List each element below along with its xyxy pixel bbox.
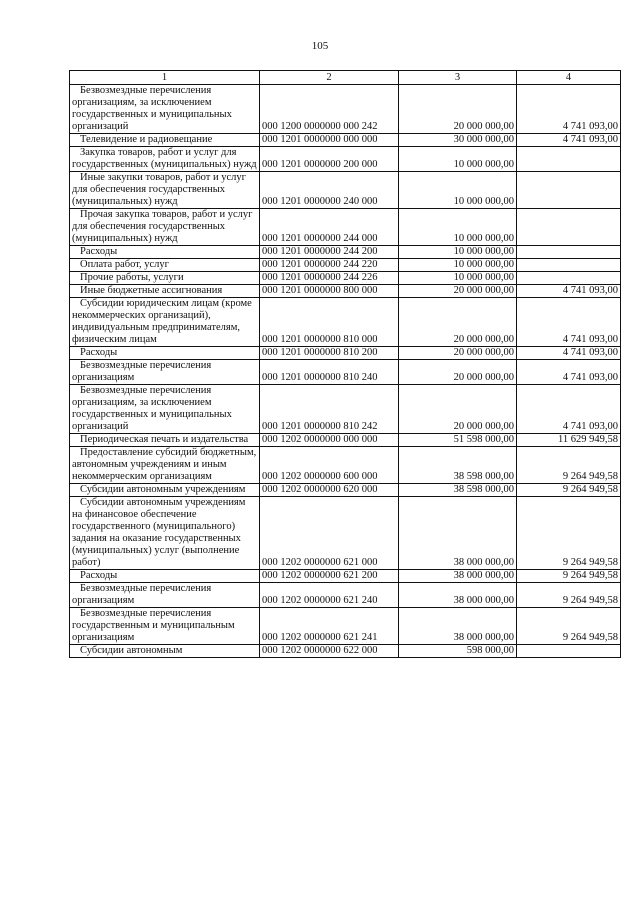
table-row [70, 434, 621, 447]
row-plan-amount-cell: 10 000 000,00 [399, 172, 517, 209]
table-header-row [70, 71, 621, 85]
row-plan-amount-cell: 20 000 000,00 [399, 385, 517, 434]
row-code-cell: 000 1201 0000000 244 220 [260, 259, 399, 272]
row-name-cell [70, 172, 260, 209]
column-header-2: 2 [260, 71, 399, 85]
budget-table [69, 70, 621, 658]
row-name-text: Субсидии автономным учреждениям [80, 484, 246, 495]
row-name-text: Расходы [80, 570, 118, 581]
table-row [70, 209, 621, 246]
table-row [70, 447, 621, 484]
row-code-cell: 000 1201 0000000 244 226 [260, 272, 399, 285]
row-name-text: Безвозмездные перечисления организациям, за исключением государственных и муниципальных организаций [72, 385, 232, 432]
row-name-text: Иные бюджетные ассигнования [80, 285, 223, 296]
row-actual-amount-cell: 9 264 949,58 [517, 447, 621, 484]
row-code-cell: 000 1201 0000000 810 000 [260, 298, 399, 347]
table-row [70, 246, 621, 259]
row-name-text: Прочая закупка товаров, работ и услуг для обеспечения государственных (муниципальных) нужд [72, 209, 253, 244]
row-actual-amount-cell [517, 246, 621, 259]
row-name-cell [70, 246, 260, 259]
row-actual-amount-cell [517, 272, 621, 285]
table-row [70, 570, 621, 583]
row-code-cell: 000 1202 0000000 000 000 [260, 434, 399, 447]
row-code-cell: 000 1201 0000000 810 200 [260, 347, 399, 360]
row-plan-amount-cell: 10 000 000,00 [399, 259, 517, 272]
row-plan-amount-cell: 20 000 000,00 [399, 285, 517, 298]
row-name-cell [70, 434, 260, 447]
row-code-cell: 000 1202 0000000 600 000 [260, 447, 399, 484]
row-name-cell [70, 608, 260, 645]
row-name-cell [70, 385, 260, 434]
row-name-cell [70, 209, 260, 246]
row-plan-amount-cell: 38 598 000,00 [399, 484, 517, 497]
row-actual-amount-cell [517, 172, 621, 209]
row-name-cell [70, 645, 260, 658]
row-code-cell: 000 1202 0000000 621 240 [260, 583, 399, 608]
row-actual-amount-cell: 4 741 093,00 [517, 285, 621, 298]
row-name-text: Закупка товаров, работ и услуг для государственных (муниципальных) нужд [72, 147, 257, 170]
row-name-cell [70, 583, 260, 608]
row-actual-amount-cell [517, 259, 621, 272]
row-actual-amount-cell [517, 209, 621, 246]
row-plan-amount-cell: 51 598 000,00 [399, 434, 517, 447]
table-row [70, 497, 621, 570]
row-plan-amount-cell: 38 000 000,00 [399, 608, 517, 645]
row-name-cell [70, 259, 260, 272]
budget-sheet [69, 70, 621, 658]
row-name-text: Периодическая печать и издательства [80, 434, 249, 445]
row-name-text: Субсидии юридическим лицам (кроме некоммерческих организаций), индивидуальным предпринимателям, физическим лицам [72, 298, 252, 345]
table-row [70, 272, 621, 285]
row-plan-amount-cell: 20 000 000,00 [399, 298, 517, 347]
row-name-cell [70, 447, 260, 484]
row-code-cell: 000 1201 0000000 200 000 [260, 147, 399, 172]
row-code-cell: 000 1202 0000000 622 000 [260, 645, 399, 658]
row-plan-amount-cell: 598 000,00 [399, 645, 517, 658]
row-code-cell: 000 1201 0000000 244 000 [260, 209, 399, 246]
scan-artifact [168, 4, 238, 9]
row-code-cell: 000 1201 0000000 244 200 [260, 246, 399, 259]
table-body [70, 85, 621, 658]
row-actual-amount-cell: 4 741 093,00 [517, 85, 621, 134]
row-plan-amount-cell: 30 000 000,00 [399, 134, 517, 147]
row-code-cell: 000 1202 0000000 620 000 [260, 484, 399, 497]
table-row [70, 385, 621, 434]
row-actual-amount-cell: 9 264 949,58 [517, 497, 621, 570]
row-name-text: Безвозмездные перечисления организациям, за исключением государственных и муниципальных организаций [72, 85, 232, 132]
row-plan-amount-cell: 20 000 000,00 [399, 347, 517, 360]
row-code-cell: 000 1202 0000000 621 000 [260, 497, 399, 570]
table-row [70, 259, 621, 272]
row-code-cell: 000 1202 0000000 621 241 [260, 608, 399, 645]
row-code-cell: 000 1200 0000000 000 242 [260, 85, 399, 134]
row-actual-amount-cell: 4 741 093,00 [517, 298, 621, 347]
row-name-text: Расходы [80, 347, 118, 358]
row-name-text: Оплата работ, услуг [80, 259, 169, 270]
row-code-cell: 000 1201 0000000 240 000 [260, 172, 399, 209]
table-row [70, 347, 621, 360]
row-code-cell: 000 1201 0000000 000 000 [260, 134, 399, 147]
row-actual-amount-cell: 11 629 949,58 [517, 434, 621, 447]
row-plan-amount-cell: 38 000 000,00 [399, 583, 517, 608]
row-actual-amount-cell [517, 147, 621, 172]
row-actual-amount-cell: 9 264 949,58 [517, 570, 621, 583]
table-row [70, 608, 621, 645]
row-actual-amount-cell [517, 645, 621, 658]
column-header-3: 3 [399, 71, 517, 85]
row-actual-amount-cell: 9 264 949,58 [517, 608, 621, 645]
row-plan-amount-cell: 10 000 000,00 [399, 272, 517, 285]
table-row [70, 85, 621, 134]
row-code-cell: 000 1202 0000000 621 200 [260, 570, 399, 583]
row-plan-amount-cell: 38 000 000,00 [399, 497, 517, 570]
row-code-cell: 000 1201 0000000 810 242 [260, 385, 399, 434]
row-name-cell [70, 85, 260, 134]
table-row [70, 298, 621, 347]
row-name-cell [70, 347, 260, 360]
table-row [70, 285, 621, 298]
column-header-4: 4 [517, 71, 621, 85]
row-name-cell [70, 134, 260, 147]
row-plan-amount-cell: 10 000 000,00 [399, 209, 517, 246]
row-name-cell [70, 147, 260, 172]
table-row [70, 147, 621, 172]
row-name-text: Субсидии автономным [80, 645, 183, 656]
table-row [70, 583, 621, 608]
row-code-cell: 000 1201 0000000 810 240 [260, 360, 399, 385]
row-name-cell [70, 360, 260, 385]
row-name-text: Субсидии автономным учреждениям на финансовое обеспечение государственного (муниципального) задания на оказание государственных (муниципальных) услуг (выполнение работ) [72, 497, 246, 568]
page-number: 105 [311, 40, 329, 52]
row-actual-amount-cell: 4 741 093,00 [517, 360, 621, 385]
row-name-cell [70, 497, 260, 570]
row-name-text: Безвозмездные перечисления государственным и муниципальным организациям [72, 608, 235, 643]
row-plan-amount-cell: 38 598 000,00 [399, 447, 517, 484]
row-code-cell: 000 1201 0000000 800 000 [260, 285, 399, 298]
row-name-cell [70, 484, 260, 497]
row-name-text: Прочие работы, услуги [80, 272, 184, 283]
row-name-text: Иные закупки товаров, работ и услуг для обеспечения государственных (муниципальных) нужд [72, 172, 246, 207]
table-row [70, 484, 621, 497]
table-row [70, 360, 621, 385]
row-actual-amount-cell: 9 264 949,58 [517, 583, 621, 608]
row-actual-amount-cell: 4 741 093,00 [517, 347, 621, 360]
row-plan-amount-cell: 10 000 000,00 [399, 246, 517, 259]
row-plan-amount-cell: 38 000 000,00 [399, 570, 517, 583]
row-name-text: Безвозмездные перечисления организациям [72, 360, 212, 383]
table-row [70, 172, 621, 209]
row-name-cell [70, 272, 260, 285]
row-actual-amount-cell: 9 264 949,58 [517, 484, 621, 497]
row-name-cell [70, 285, 260, 298]
row-name-text: Безвозмездные перечисления организациям [72, 583, 212, 606]
row-plan-amount-cell: 10 000 000,00 [399, 147, 517, 172]
row-name-text: Расходы [80, 246, 118, 257]
row-plan-amount-cell: 20 000 000,00 [399, 360, 517, 385]
row-name-cell [70, 570, 260, 583]
table-row [70, 134, 621, 147]
row-actual-amount-cell: 4 741 093,00 [517, 385, 621, 434]
row-name-text: Телевидение и радиовещание [80, 134, 213, 145]
row-actual-amount-cell: 4 741 093,00 [517, 134, 621, 147]
row-name-text: Предоставление субсидий бюджетным, автономным учреждениям и иным некоммерческим организациям [72, 447, 257, 482]
table-row [70, 645, 621, 658]
row-plan-amount-cell: 20 000 000,00 [399, 85, 517, 134]
column-header-1: 1 [70, 71, 260, 85]
row-name-cell [70, 298, 260, 347]
